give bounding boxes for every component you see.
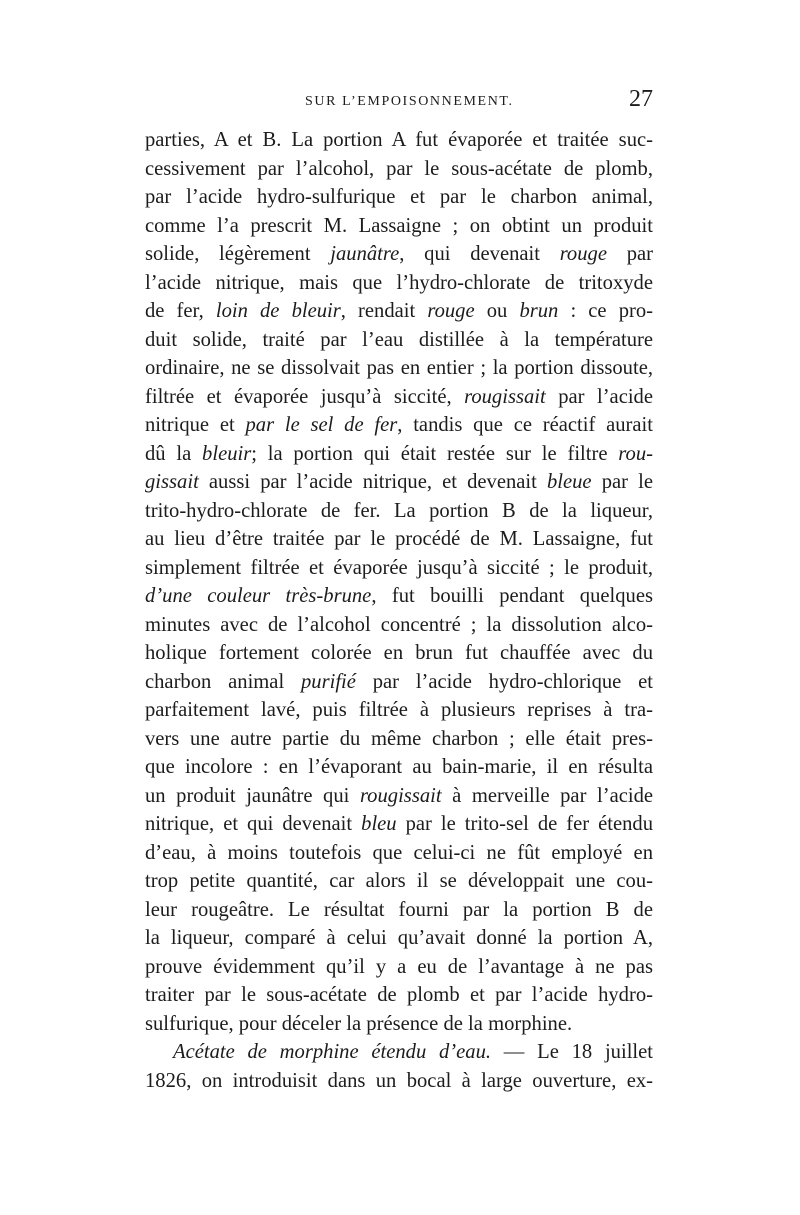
text-run: duit solide, traité par l’eau distillée à la température [145, 328, 653, 351]
text-run: par le [591, 471, 653, 493]
text-line [145, 896, 653, 925]
text-line [145, 269, 653, 298]
text-run: , rendait [340, 300, 428, 322]
text-run: vers une autre partie du même charbon ; elle était pres- [145, 727, 653, 750]
text-line [145, 240, 653, 269]
text-run: aussi par l’acide nitrique, et devenait [198, 471, 547, 493]
text-run: par [606, 243, 653, 265]
text-run: par l’acide [545, 385, 653, 408]
text-run: holique fortement colorée en brun fut chauffée avec du [145, 642, 653, 664]
text-line [145, 753, 653, 782]
text-run: parfaitement lavé, puis filtrée à plusieurs reprises à tra- [145, 699, 653, 721]
text-line [145, 668, 653, 697]
text-run: 1826, on introduisit dans un bocal à large ouverture, ex- [145, 1069, 653, 1092]
text-line [145, 440, 653, 469]
text-run: au lieu d’être traitée par le procédé de M. Lassaigne, fut [145, 528, 653, 550]
italic-text: Acétate de morphine étendu d’eau. [173, 1041, 492, 1063]
text-line [145, 554, 653, 583]
text-line [145, 326, 653, 355]
italic-text: d’une couleur très-brune [145, 585, 372, 607]
text-run: solide, légèrement [145, 243, 331, 265]
text-line [145, 354, 653, 383]
italic-text: bleuir [202, 442, 252, 465]
italic-text: rouge [559, 243, 607, 265]
text-run: que incolore : en l’évaporant au bain-marie, il en résulta [145, 756, 653, 778]
italic-text: par le sel de fer [245, 414, 398, 436]
text-run: ; la portion qui était restée sur le filtre [251, 442, 619, 465]
italic-text: bleu [361, 813, 397, 835]
text-line [145, 411, 653, 440]
text-run: charbon animal [145, 670, 301, 693]
text-line [145, 1010, 653, 1039]
text-run: — Le 18 juillet [491, 1041, 653, 1063]
running-title: SUR L’EMPOISONNEMENT. [305, 94, 514, 109]
text-line [145, 468, 653, 497]
text-line [145, 924, 653, 953]
text-line [145, 839, 653, 868]
text-run: l’acide nitrique, mais que l’hydro-chlorate de tritoxyde [145, 271, 653, 294]
text-run: comme l’a prescrit M. Lassaigne ; on obtint un produit [145, 214, 653, 237]
text-run: à merveille par l’acide [441, 784, 654, 807]
text-line [145, 383, 653, 412]
italic-text: gissait [145, 471, 199, 493]
text-run: ordinaire, ne se dissolvait pas en entier ; la portion dissoute, [145, 357, 653, 379]
text-run: un produit jaunâtre qui [145, 784, 360, 807]
italic-text: rouge [427, 300, 475, 322]
text-run: , tandis que ce réactif aurait [397, 414, 653, 436]
italic-text: loin de bleuir [215, 300, 341, 322]
text-line [145, 1067, 653, 1096]
text-run: , fut bouilli pendant quelques [371, 585, 653, 607]
text-run: : ce pro- [558, 300, 654, 322]
text-run: nitrique, et qui devenait [145, 813, 362, 835]
text-run: la liqueur, comparé à celui qu’avait donné la portion A, [145, 927, 653, 949]
text-line [145, 611, 653, 640]
text-line [145, 953, 653, 982]
text-line [145, 867, 653, 896]
text-run: ou [474, 300, 520, 322]
text-line [145, 582, 653, 611]
text-run: trop petite quantité, car alors il se développait une cou- [145, 870, 653, 892]
text-run: traiter par le sous-acétate de plomb et par l’acide hydro- [145, 984, 653, 1006]
italic-text: rougissait [464, 385, 546, 408]
italic-text: rougissait [359, 784, 442, 807]
text-run: cessivement par l’alcohol, par le sous-acétate de plomb, [145, 157, 653, 180]
text-run: , qui devenait [399, 243, 560, 265]
text-line [145, 155, 653, 184]
text-run: sulfurique, pour déceler la présence de la morphine. [145, 1012, 573, 1035]
italic-text: purifié [300, 670, 356, 693]
text-run: parties, A et B. La portion A fut évaporée et traitée suc- [145, 129, 653, 151]
text-line [145, 183, 653, 212]
italic-text: brun [519, 300, 559, 322]
italic-text: bleue [546, 471, 592, 493]
text-line [145, 525, 653, 554]
text-run: d’eau, à moins toutefois que celui-ci ne fût employé en [145, 841, 653, 864]
text-line [145, 725, 653, 754]
text-run: par le trito-sel de fer étendu [396, 813, 653, 835]
text-line [145, 497, 653, 526]
text-line [145, 810, 653, 839]
body-text [145, 126, 653, 1095]
text-run: prouve évidemment qu’il y a eu de l’avantage à ne pas [145, 955, 653, 978]
page-number: 27 [629, 86, 653, 112]
text-line [145, 782, 653, 811]
text-run: filtrée et évaporée jusqu’à siccité, [145, 385, 465, 408]
text-run: de fer, [145, 300, 216, 322]
text-line [145, 981, 653, 1010]
page-header [145, 86, 653, 120]
text-run: par l’acide hydro-sulfurique et par le charbon animal, [145, 186, 653, 208]
text-line [145, 1038, 653, 1067]
italic-text: jaunâtre [330, 243, 400, 265]
text-line [145, 696, 653, 725]
text-line [145, 297, 653, 326]
italic-text: rou- [618, 442, 653, 465]
text-line [145, 639, 653, 668]
text-run: trito-hydro-chlorate de fer. La portion B de la liqueur, [145, 499, 653, 522]
text-run: simplement filtrée et évaporée jusqu’à siccité ; le produit, [145, 556, 653, 579]
text-line [145, 212, 653, 241]
text-run: dû la [145, 442, 203, 465]
text-run: par l’acide hydro-chlorique et [355, 670, 653, 693]
text-run: leur rougeâtre. Le résultat fourni par la portion B de [145, 898, 653, 921]
text-run: minutes avec de l’alcohol concentré ; la dissolution alco- [145, 613, 653, 636]
text-run: nitrique et [145, 414, 246, 436]
text-line [145, 126, 653, 155]
